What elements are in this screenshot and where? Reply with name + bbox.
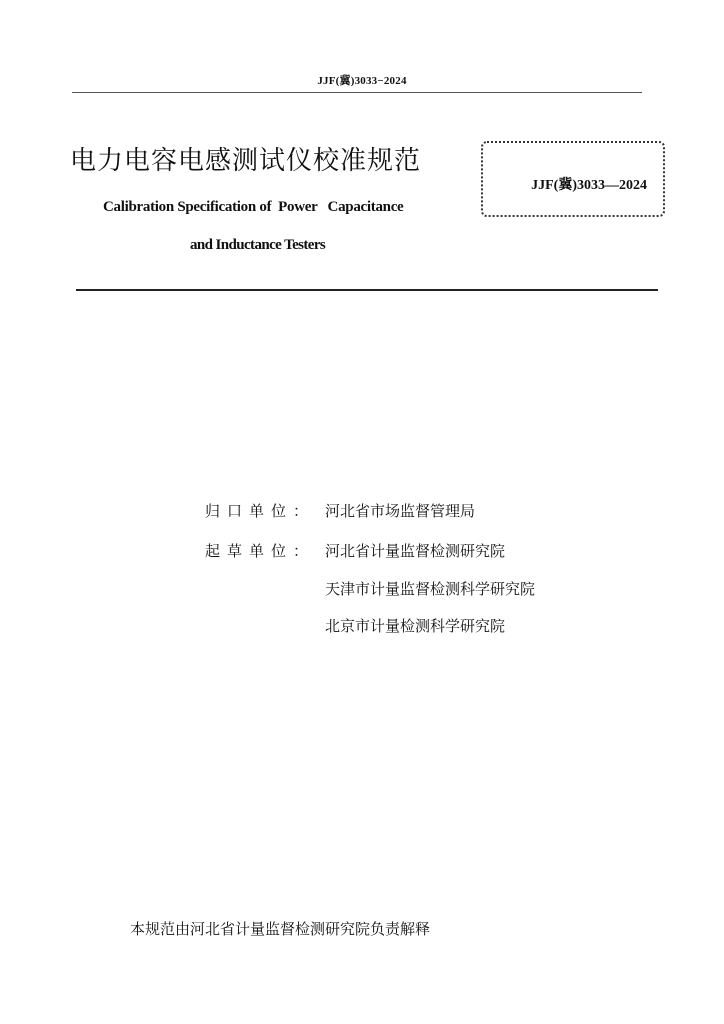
interpretation-note: 本规范由河北省计量监督检测研究院负责解释 xyxy=(130,920,431,938)
title-divider xyxy=(76,289,658,291)
responsible-unit-label: 归口单位： xyxy=(205,502,316,520)
document-title-chinese: 电力电容电感测试仪校准规范 xyxy=(70,146,422,176)
drafting-unit-label: 起草单位： xyxy=(205,542,316,560)
document-title-english-line2: and Inductance Testers xyxy=(190,237,326,253)
header-divider xyxy=(72,92,642,93)
document-code-header: JJF(冀)3033−2024 xyxy=(317,75,407,87)
drafting-unit-value-1: 河北省计量监督检测研究院 xyxy=(325,542,506,560)
document-code-box xyxy=(481,141,665,217)
drafting-unit-value-3: 北京市计量检测科学研究院 xyxy=(325,617,506,635)
document-title-english-line1: Calibration Specification of Power Capacitance xyxy=(103,199,404,215)
drafting-unit-value-2: 天津市计量监督检测科学研究院 xyxy=(325,580,536,598)
responsible-unit-value: 河北省市场监督管理局 xyxy=(325,502,476,520)
document-code-box-text: JJF(冀)3033—2024 xyxy=(531,178,647,193)
